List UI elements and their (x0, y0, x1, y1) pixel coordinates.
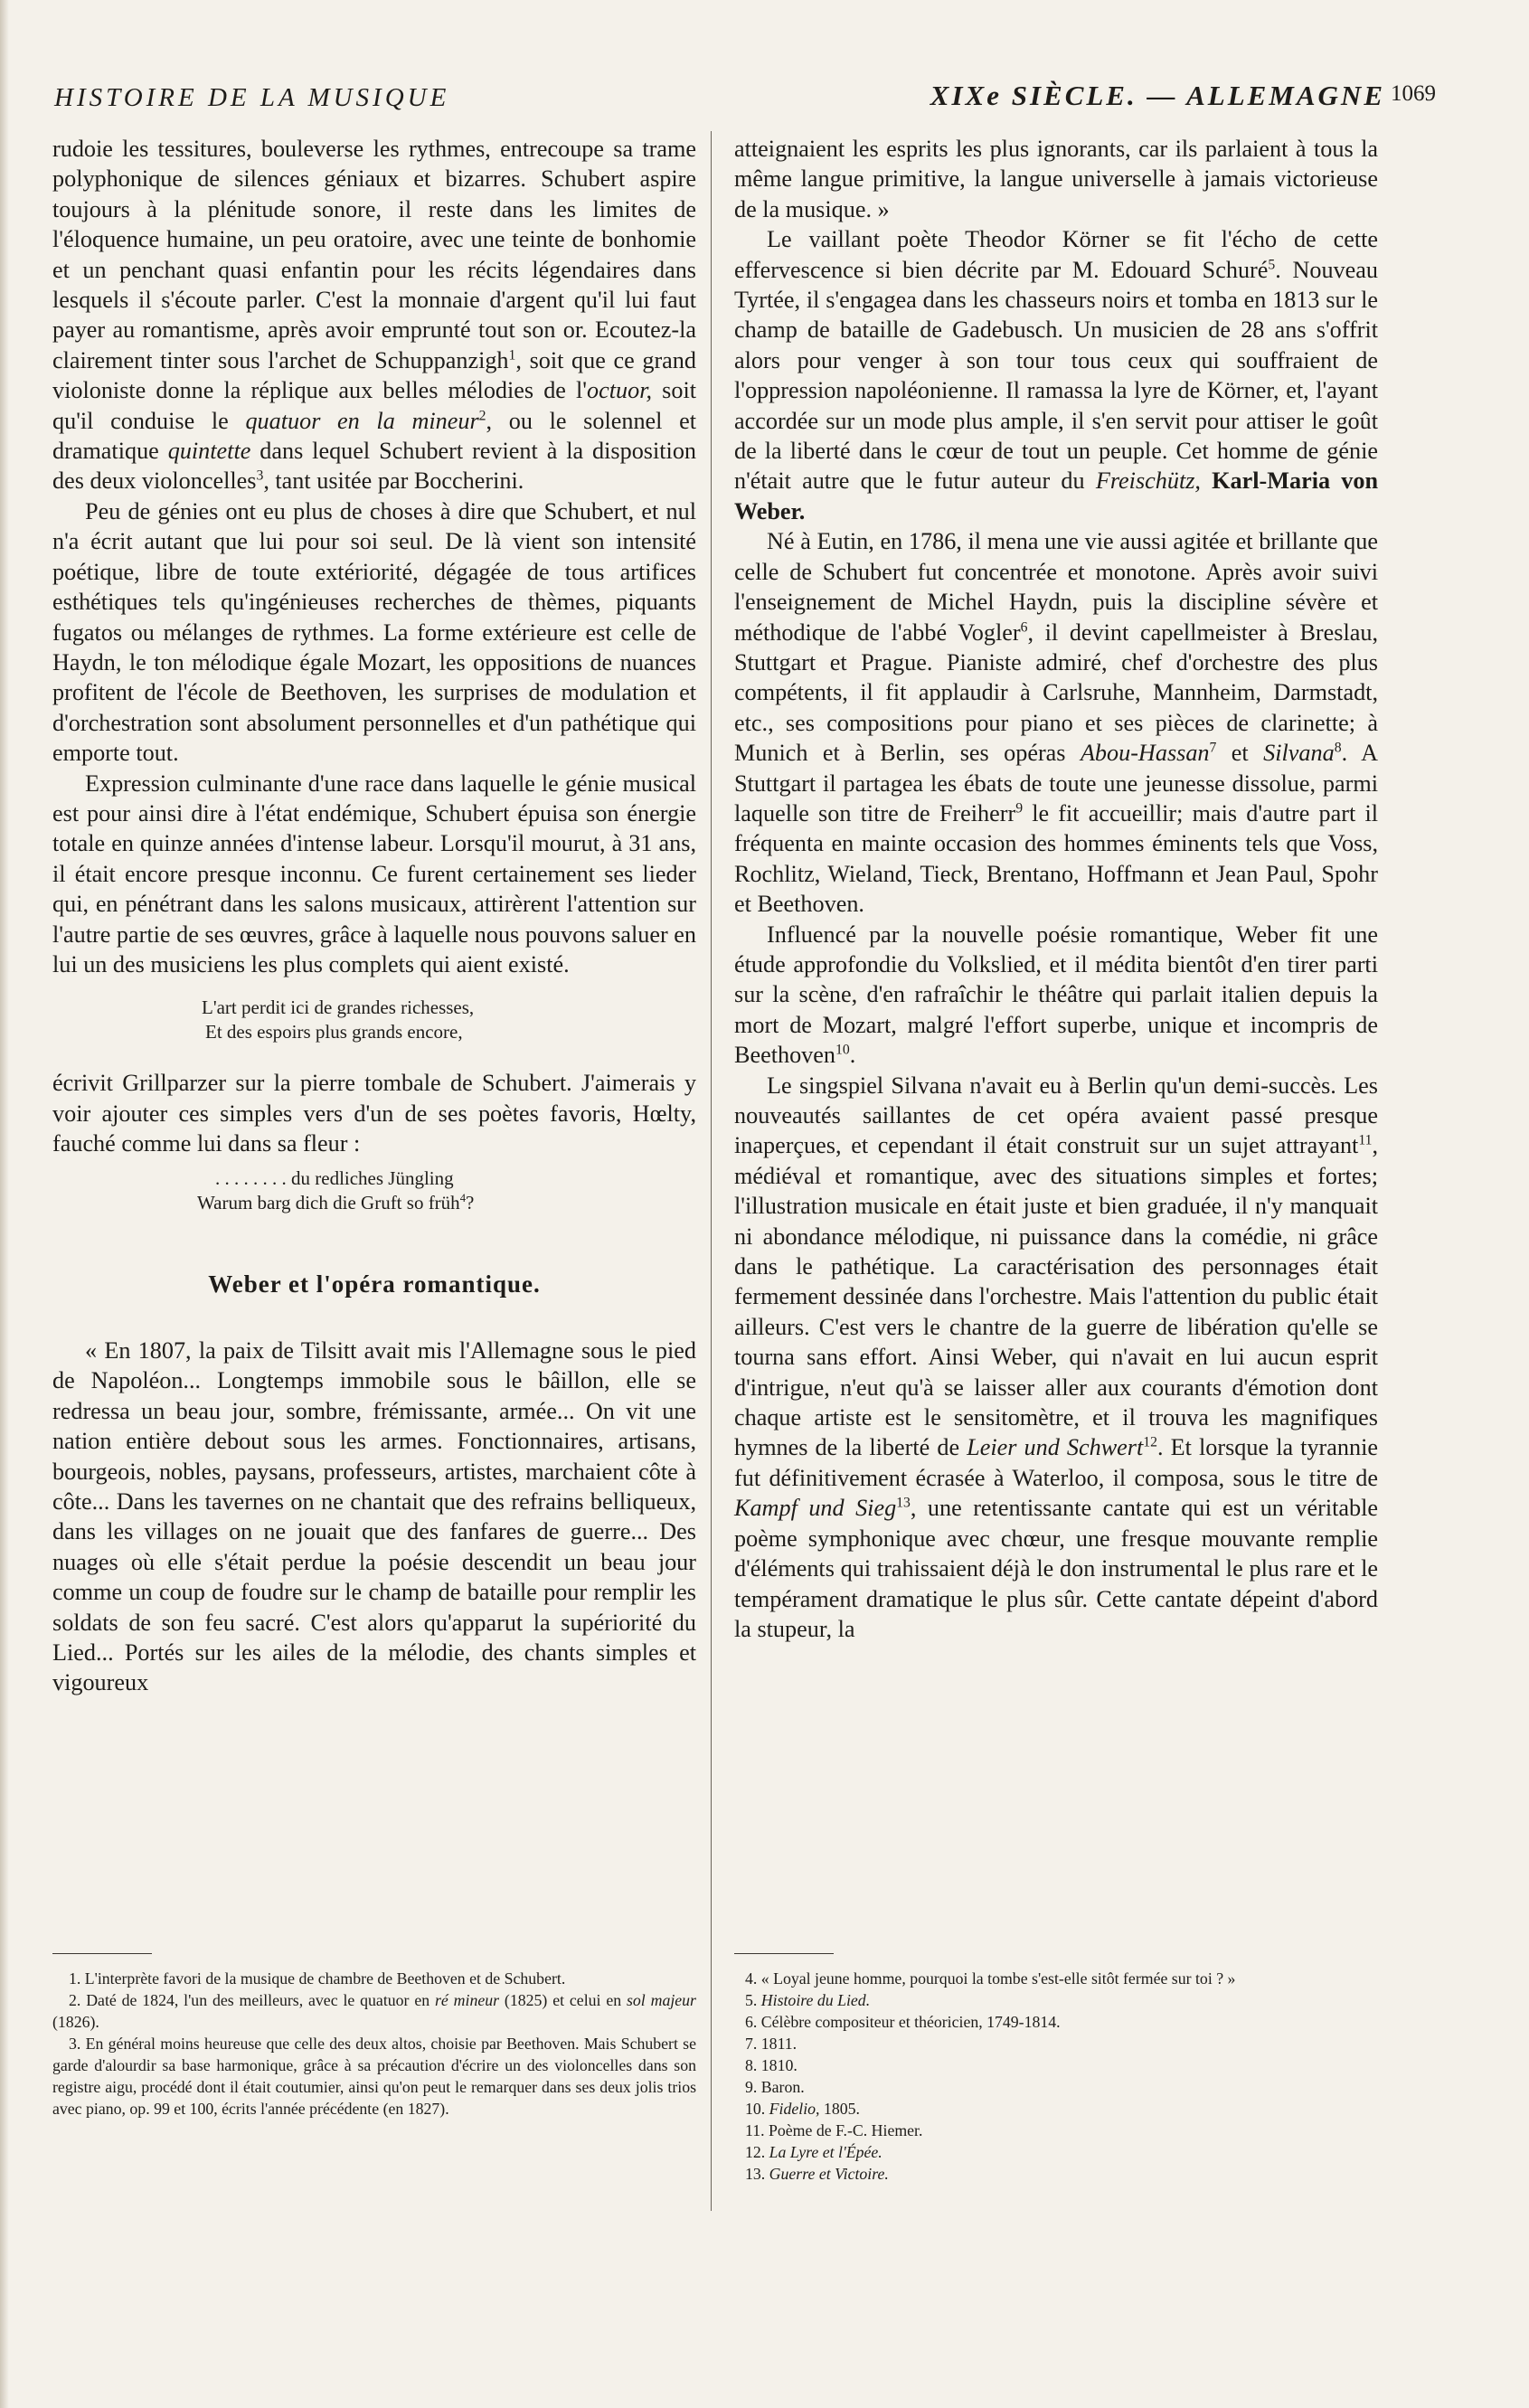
verse-quote (202, 996, 696, 1044)
footnote-ref[interactable]: 13 (896, 1495, 911, 1511)
verse-quote-german (197, 1166, 696, 1215)
running-header (54, 80, 1436, 119)
footnote-ref[interactable]: 10 (835, 1042, 850, 1058)
verse-line: Warum barg dich die Gruft so früh$^4$? (197, 1191, 475, 1213)
footnote-ref[interactable]: 5 (1268, 256, 1276, 272)
footnote: 4. « Loyal jeune homme, pourquoi la tombe s'est-elle sitôt fermée sur toi ? » (745, 1969, 1236, 1988)
column-divider (711, 131, 712, 2211)
paragraph: Peu de génies ont eu plus de choses à dire que Schubert, et nul n'a écrit autant que lui pour soi seul. De là vient son intensité poétique, libre de toute extériorité, dégagée de tous artifices esthétiques tels qu'ingénieuses recherches de thèmes, piquants fugatos ou mélanges de rythmes. La forme extérieure est celle de Haydn, le ton mélodique égale Mozart, les oppositions de nuances profitent de l'école de Beethoven, les surprises de modulation et d'orchestration sont absolument personnelles et d'un pathétique qui emporte tout. (52, 497, 696, 767)
footnote-rule (52, 1953, 152, 1954)
footnote: 6. Célèbre compositeur et théoricien, 1749-1814. (745, 2013, 1061, 2031)
footnote-ref[interactable]: 11 (1358, 1132, 1373, 1148)
paragraph: écrivit Grillparzer sur la pierre tombale de Schubert. J'aimerais y voir ajouter ces simples vers d'un de ses poètes favoris, Hœlty, fauché comme lui dans sa fleur : (52, 1070, 696, 1157)
paragraph: Expression culminante d'une race dans laquelle le génie musical est pour ainsi dire à l'état endémique, Schubert épuisa son énergie totale en quinze années d'intense labeur. Lorsqu'il mourut, à 31 ans, il était encore presque inconnu. Ce furent certainement ses lieder qui, en pénétrant dans les salons musicaux, attirèrent l'attention sur l'autre partie de ses œuvres, grâce à laquelle nous pouvons saluer en lui un des musiciens les plus complets qui aient existé. (52, 770, 696, 977)
footnote: 2. Daté de 1824, l'un des meilleurs, avec le quatuor en ré mineur (1825) et celui en sol majeur (1826). (52, 1991, 696, 2031)
composer-name: Karl-Maria von Weber. (734, 467, 1379, 524)
paragraph: Le vaillant poète Theodor Körner se fit l'écho de cette effervescence si bien décrite par M. Edouard Schuré$^5$. Nouveau Tyrtée, il s'engagea dans les chasseurs noirs et tomba en 1813 sur le champ de bataille de Gadebusch. Un musicien de 28 ans s'offrit alors pour venger à son tour tous ceux qui souffraient de l'oppression napoléonienne. Il ramassa la lyre de Körner, et, l'ayant accordée sur un mode plus ample, il s'en servit pour attiser le goût de la liberté dans le cœur de tout un peuple. Cet homme de génie n'était autre que le futur auteur du Freischütz, Karl-Maria von Weber. (734, 226, 1379, 524)
paragraph: Le singspiel Silvana n'avait eu à Berlin qu'un demi-succès. Les nouveautés saillantes de cet opéra avaient passé presque inaperçues, et cependant il était construit sur un sujet attrayant$^{11}$, médiéval et romantique, avec des situations simples et fortes; l'illustration musicale en était juste et bien graduée, il n'y manquait ni abondance mélodique, ni puissance dans la comédie, ni grâce dans le pathétique. La caractérisation des personnages était fermement dessinée dans l'orchestre. Mais l'attention du public était ailleurs. C'est vers le chantre de la guerre de libération qu'elle se tourna sans effort. Ainsi Weber, qui n'avait en lui aucun esprit d'intrigue, n'eut qu'à se laisser aller aux courants d'émotion dont chaque artiste est le sensitomètre, et il trouva les magnifiques hymnes de la liberté de Leier und Schwert$^{12}$. Et lorsque la tyrannie fut définitivement écrasée à Waterloo, il composa, sous le titre de Kampf und Sieg$^{13}$, une retentissante cantate qui est un véritable poème symphonique avec chœur, une fresque mouvante remplie d'éléments qui trahissaient déjà le don instrumental le plus rare et le tempérament dramatique le plus sûr. Cette cantate dépeint d'abord la stupeur, la (734, 1072, 1378, 1642)
footnote-ref[interactable]: 8 (1334, 740, 1342, 756)
footnote: 10. Fidelio, 1805. (745, 2100, 860, 2118)
footnote: 9. Baron. (745, 2078, 805, 2096)
footnote: 8. 1810. (745, 2056, 798, 2074)
footnote-ref[interactable]: 2 (478, 407, 486, 423)
footnote-rule (734, 1953, 834, 1954)
footnote: 1. L'interprète favori de la musique de chambre de Beethoven et de Schubert. (69, 1969, 566, 1988)
footnotes-left (52, 1968, 696, 2120)
footnote: 13. Guerre et Victoire. (745, 2165, 889, 2183)
footnote-ref[interactable]: 1 (508, 347, 516, 364)
paragraph: rudoie les tessitures, bouleverse les rythmes, entrecoupe sa trame polyphonique de silences géniaux et bizarres. Schubert aspire toujours à la plénitude sonore, il reste dans les limites de l'éloquence humaine, un peu oratoire, avec une teinte de bonhomie et un penchant quasi enfantin pour les récits légendaires dans lesquels il s'écoute parler. C'est la monnaie d'argent qu'il lui faut payer au romantisme, après avoir emprunté tout son or. Ecoutez-la clairement tinter sous l'archet de Schuppanzigh$^1$, soit que ce grand violoniste donne la réplique aux belles mélodies de l'octuor, soit qu'il conduise le quatuor en la mineur$^2$, ou le solennel et dramatique quintette dans lequel Schubert revient à la disposition des deux violoncelles$^3$, tant usitée par Boccherini. (52, 136, 697, 495)
verse-line: Et des espoirs plus grands encore, (205, 1021, 463, 1043)
footnote: 3. En général moins heureuse que celle des deux altos, choisie par Beethoven. Mais Schubert se garde d'alourdir sa base harmonique, grâce à sa précaution d'écrire un des violoncelles dans son registre aigu, procédé dont il était coutumier, ainsi qu'on peut le remarquer dans ses deux jolis trios avec piano, op. 99 et 100, écrits l'année précédente (en 1827). (52, 2035, 696, 2118)
footnote-ref[interactable]: 4 (459, 1191, 466, 1204)
footnote-ref[interactable]: 7 (1209, 740, 1217, 756)
footnote-ref[interactable]: 6 (1020, 619, 1028, 635)
header-title-left: HISTOIRE DE LA MUSIQUE (54, 83, 450, 112)
footnote: 5. Histoire du Lied. (745, 1991, 871, 2009)
right-column (734, 134, 1378, 1644)
verse-line: L'art perdit ici de grandes richesses, (202, 996, 475, 1019)
footnote-ref[interactable]: 3 (256, 467, 264, 484)
left-column (52, 134, 696, 1698)
footnote: 12. La Lyre et l'Épée. (745, 2143, 882, 2161)
footnote: 11. Poème de F.-C. Hiemer. (745, 2121, 923, 2139)
footnotes-right (734, 1968, 1378, 2185)
footnote-ref[interactable]: 9 (1015, 800, 1024, 817)
footnote: 7. 1811. (745, 2035, 798, 2053)
paragraph: Influencé par la nouvelle poésie romantique, Weber fit une étude approfondie du Volkslied, et il médita bientôt d'en tirer parti sur la scène, d'en rafraîchir le théâtre qui parlait italien depuis la mort de Mozart, malgré l'effort superbe, unique et incompris de Beethoven$^{10}$. (734, 921, 1378, 1069)
paragraph: « En 1807, la paix de Tilsitt avait mis l'Allemagne sous le pied de Napoléon... Longtemps immobile sous le bâillon, elle se redressa un beau jour, sombre, frémissante, armée... On vit une nation entière debout sous les armes. Fonctionnaires, artisans, bourgeois, nobles, paysans, professeurs, artistes, marchaient côte à côte... Dans les tavernes on ne chantait que des refrains belliqueux, dans les villages on ne jouait que des fanfares de guerre... Des nuages où elle s'était perdue la poésie descendit un beau jour comme un coup de foudre sur le champ de bataille pour remplir les soldats de son feu sacré. C'est alors qu'apparut la supériorité du Lied... Portés sur les ailes de la mélodie, des chants simples et vigoureux (52, 1337, 696, 1696)
page-edge-shadow (0, 0, 9, 2408)
header-title-right-text: XIXe SIÈCLE. — ALLEMAGNE (930, 80, 1385, 111)
paragraph: atteignaient les esprits les plus ignorants, car ils parlaient à tous la même langue primitive, la langue universelle à jamais victorieuse de la musique. » (734, 136, 1378, 222)
verse-line: . . . . . . . . du redliches Jüngling (215, 1166, 454, 1189)
header-title-right (930, 80, 1436, 112)
footnote-ref[interactable]: 12 (1143, 1434, 1157, 1450)
page-number: 1069 (1391, 81, 1436, 106)
section-heading: Weber et l'opéra romantique. (208, 1270, 541, 1298)
paragraph: Né à Eutin, en 1786, il mena une vie aussi agitée et brillante que celle de Schubert fut concentrée et monotone. Après avoir suivi l'enseignement de Michel Haydn, puis la discipline sévère et méthodique de l'abbé Vogler$^6$, il devint capellmeister à Breslau, Stuttgart et Prague. Pianiste admiré, chef d'orchestre des plus compétents, il fit applaudir à Carlsruhe, Mannheim, Darmstadt, etc., ses compositions pour piano et ses pièces de clarinette; à Munich et à Berlin, ses opéras Abou-Hassan$^7$ et Silvana$^8$. A Stuttgart il partagea les ébats de toute une jeunesse dissolue, parmi laquelle son titre de Freiherr$^9$ le fit accueillir; mais d'autre part il fréquenta en mainte occasion des hommes éminents tels que Voss, Rochlitz, Wieland, Tieck, Brentano, Hoffmann et Jean Paul, Spohr et Beethoven. (734, 528, 1379, 918)
